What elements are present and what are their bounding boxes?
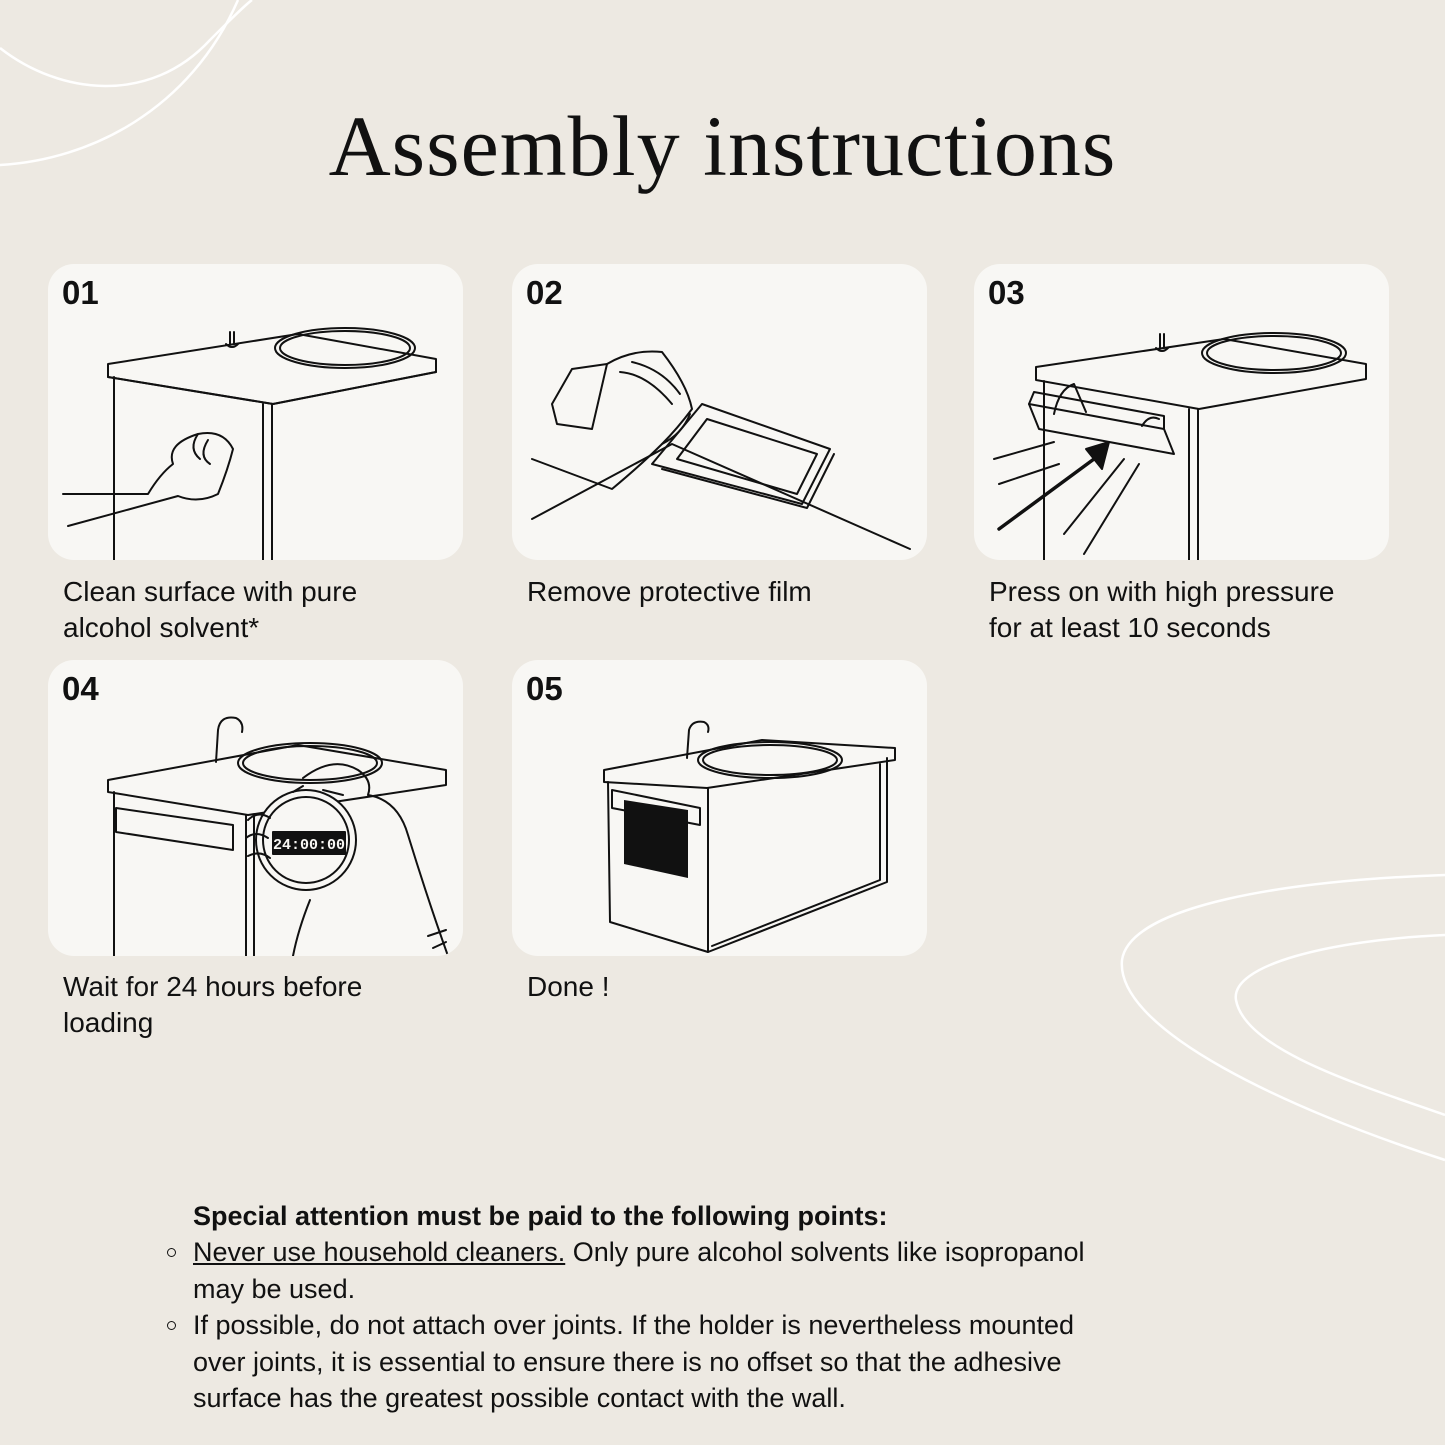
illustration-wait-timer <box>48 660 463 956</box>
step-card-04 <box>48 660 463 956</box>
bullet-icon <box>167 1321 176 1330</box>
notes-heading: Special attention must be paid to the following points: <box>193 1201 888 1231</box>
step-card-01 <box>48 264 463 560</box>
note-text: over joints, it is essential to ensure there is no offset so that the adhesive <box>193 1346 1062 1377</box>
note-underlined: Never use household cleaners. <box>193 1237 566 1267</box>
step-caption-05 <box>527 969 927 1005</box>
step-number: 02 <box>526 274 563 311</box>
note-text: surface has the greatest possible contact with the wall. <box>193 1383 846 1413</box>
caption-line: loading <box>63 1007 154 1038</box>
step-card-05 <box>512 660 927 956</box>
notes-list <box>160 1234 1280 1417</box>
note-item <box>160 1234 1280 1307</box>
step-number: 05 <box>526 670 563 707</box>
caption-line: Wait for 24 hours before <box>63 971 363 1002</box>
note-item <box>160 1307 1280 1417</box>
illustration-clean-surface <box>48 264 463 560</box>
step-card-03 <box>974 264 1389 560</box>
caption-line: Remove protective film <box>527 576 812 607</box>
caption-line: alcohol solvent* <box>63 612 260 643</box>
caption-line: Clean surface with pure <box>63 576 358 607</box>
step-card-02 <box>512 264 927 560</box>
caption-line: Press on with high pressure <box>989 576 1335 607</box>
step-caption-02 <box>527 574 927 610</box>
timer-display: 24:00:00 <box>272 837 346 854</box>
note-text: If possible, do not attach over joints. If the holder is nevertheless mounted <box>193 1310 1075 1340</box>
note-text: may be used. <box>193 1273 356 1304</box>
caption-line: Done ! <box>527 971 610 1002</box>
illustration-press-on <box>974 264 1389 560</box>
step-caption-01 <box>63 574 463 646</box>
illustration-done <box>512 660 927 956</box>
page-title: Assembly instructions <box>328 98 1117 194</box>
bullet-icon <box>167 1248 176 1257</box>
special-attention-notes <box>160 1198 1280 1417</box>
note-text: Only pure alcohol solvents like isopropanol <box>565 1237 1085 1267</box>
step-number: 03 <box>988 274 1025 311</box>
illustration-remove-film <box>512 264 927 560</box>
step-caption-04 <box>63 969 463 1041</box>
step-number: 01 <box>62 274 99 311</box>
caption-line: for at least 10 seconds <box>989 612 1271 643</box>
step-caption-03 <box>989 574 1389 646</box>
step-number: 04 <box>62 670 99 707</box>
